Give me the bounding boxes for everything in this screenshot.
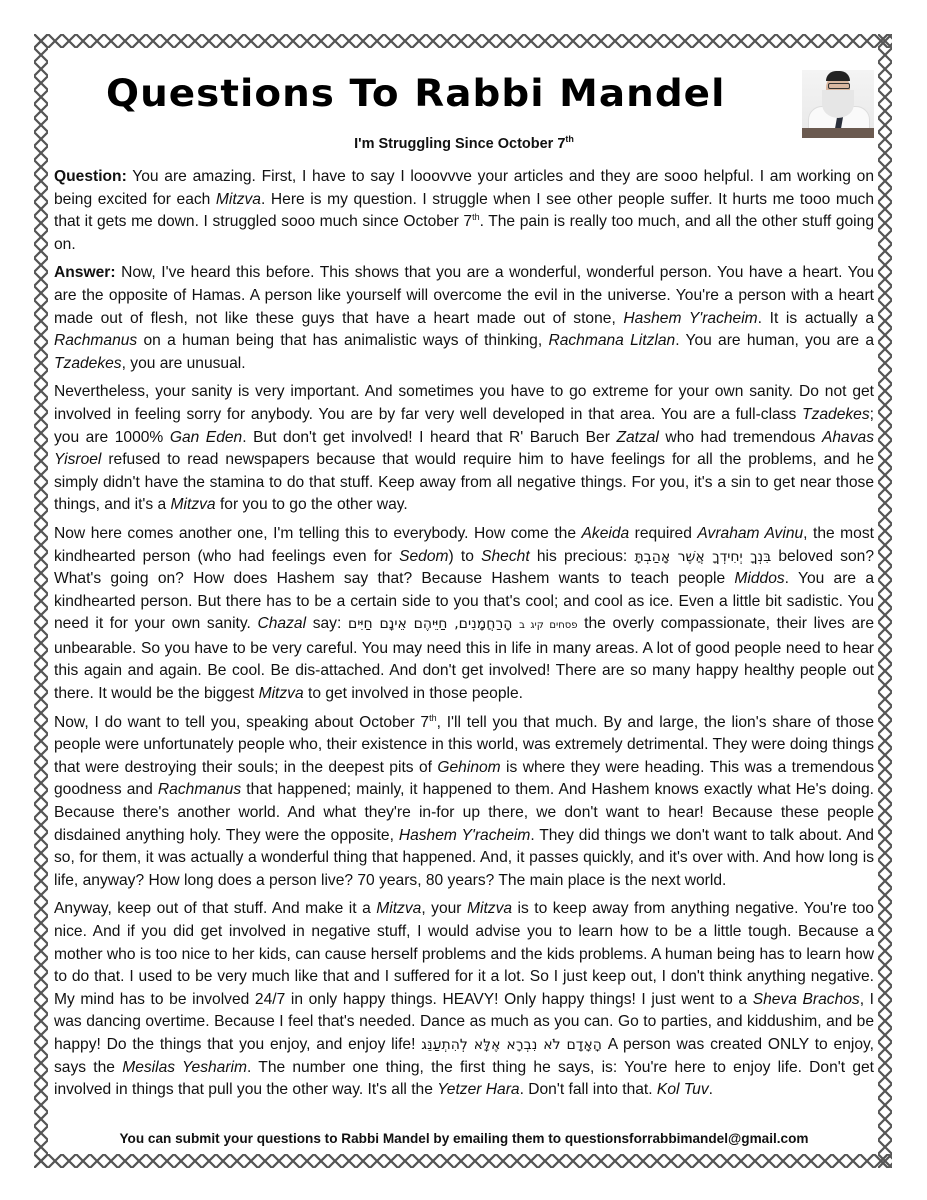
text-run: Nevertheless, your sanity is very important. And sometimes you have to go extreme for your own sanity. Do not get involved in feeling sorry for anybody. You are by far very well developed in that area. You are a full-class [54,383,874,423]
article-subtitle [54,134,874,152]
italic-term: Sedom [399,547,449,565]
italic-term: Middos [734,570,785,588]
italic-term: Hashem Y'racheim [623,309,758,327]
italic-term: Yetzer Hara [437,1081,520,1099]
paragraph-label: Question: [54,168,127,185]
text-run: who had tremendous [658,428,822,446]
italic-term: Tzadekes [802,405,870,423]
x-pattern-border-left [34,34,48,1168]
italic-term: Shecht [481,547,530,565]
italic-term: Mesilas Yesharim [122,1058,248,1076]
italic-term: Tzadekes [54,354,122,372]
italic-term: Mitzva [376,900,422,918]
italic-term: Zatzal [616,428,659,446]
answer-paragraph [54,262,874,375]
ordinal-suffix: th [429,712,437,723]
page-title: Questions To Rabbi Mandel [106,72,726,115]
text-run: . It is actually a [757,309,874,327]
italic-term: Avraham Avinu [697,524,804,542]
italic-term: Ahavas Yisroel [54,428,874,469]
body-paragraph [54,712,874,893]
x-pattern-border-bottom [34,1154,892,1168]
text-run: . The number one thing, the first thing he says, is: You're here to enjoy life. Don't get involved in things that pull you the other way. It's all the [54,1058,874,1099]
text-run: , I'll tell you that much. By and large, the lion's share of those people were unfortunately people who, their existence in this world, was extremely detrimental. They were doing things that were destroying their souls; in the deepest pits of [54,713,874,776]
decorative-page-frame [34,34,892,1168]
page-header [54,52,874,156]
text-run: beloved son? What's going on? How does Hashem say that? Because Hashem wants to teach people [54,547,874,588]
text-run: You are amazing. First, I have to say I looovvve your articles and they are sooo helpful. I am working on being excited for each [54,168,874,208]
question-paragraph [54,166,874,256]
text-run: Now, I do want to tell you, speaking about October 7 [54,713,430,731]
text-run: Anyway, keep out of that stuff. And make it a [54,900,377,918]
italic-term: Akeida [581,524,630,542]
text-run: ; you are 1000% [54,405,874,446]
hebrew-quote: הָאָדָם לֹא נִבְרָא אֶלָּא לְהִתְעַנֵּג [421,1036,602,1053]
text-run: , you are unusual. [121,354,246,372]
subtitle-ordinal: th [565,134,574,144]
footer-text: You can submit your questions to Rabbi Mandel by emailing them to [119,1131,565,1146]
italic-term: Rachmanus [54,332,138,350]
body-paragraph [54,523,874,706]
text-run: . Don't fall into that. [519,1081,657,1099]
text-run: , the most kindhearted person (who had feelings even for [54,524,874,565]
text-run: is to keep away from anything negative. You're too nice. And if you did get involved in negative stuff, I would advise you to learn how to be a little tough. Because a mother who is too nice to her kids, can cause herself problems and the kids problems. A human being has to learn how to do that. I used to be very much like that and I suffered for it a lot. So I just keep out, I don't think anything negative. My mind has to be involved 24/7 in only happy things. HEAVY! Only happy things! I just went to a [54,900,874,1008]
text-run: . The pain is really too much, and all the other stuff going on. [54,213,874,253]
italic-term: Rachmana Litzlan [548,332,676,350]
italic-term: Rachmanus [157,781,242,799]
text-run: . You are a kindhearted person. But there has to be a certain side to you that's cool; and cool as ice. Even a little bit sadistic. You need it for your own sanity. [54,570,875,633]
x-pattern-border-right [878,34,892,1168]
text-run: the overly compassionate, their lives are unbearable. So you have to be very careful. You may need this in life in many areas. A lot of good people need to hear this again and again. Be cool. Be dis-attached. And don't get involved! There are so many happy healthy people out there. It would be the biggest [54,615,875,703]
photo-kippah-shape [826,71,850,81]
italic-term: Mitzva [215,190,261,208]
text-run: refused to read newspapers because that would require him to have feelings for all the problems, and he simply didn't have the stamina to do that stuff. Keep away from all negative things. For you, it's a sin to get near those things, and it's a [54,451,874,514]
text-run: , your [421,900,467,918]
italic-term: Gehinom [437,758,501,776]
footer-email-link[interactable]: questionsforrabbimandel@gmail.com [564,1131,809,1146]
photo-beard-shape [822,90,854,118]
italic-term: Hashem Y'racheim [398,826,531,844]
italic-term: Kol Tuv [656,1081,709,1099]
text-run: that happened; mainly, it happened to them. And Hashem knows exactly what He's doing. Because there's another world. And what they're in-for up there, we don't want to hear! Because these people disdained anything holy. They were the opposite, [54,781,874,844]
text-run: , I was dancing overtime. Because I feel that's needed. Dance as much as you can. Go to parties, and kiddushim, and be happy! Do the things that you enjoy, and enjoy life! [54,990,874,1053]
text-run: . But don't get involved! I heard that R' Baruch Ber [242,428,617,446]
hebrew-citation: פסחים קיג ב [519,620,578,632]
ordinal-suffix: th [472,212,480,222]
article-body [54,166,874,1102]
text-run: for you to go the other way. [215,496,408,514]
rabbi-photo [802,70,874,138]
italic-term: Mitzva [466,900,513,918]
text-run: . [708,1081,713,1099]
text-run: . Here is my question. I struggle when I see other people suffer. It hurts me tooo much that it gets me down. I struggled sooo much since October 7 [54,190,875,231]
hebrew-quote: הָרַחֲמָנִים, חַיֵּיהֶם אֵינָם חַיִּים [347,616,513,633]
text-run: . You are human, you are a [675,332,874,350]
paragraph-label: Answer: [54,264,116,282]
text-run: . They did things we don't want to talk about. And so, for them, it was actually a wonderful thing that happened. And, it passes quickly, and it's over with. And how long is life, anyway? How long does a person live? 70 years, 80 years? The main place is the next world. [54,826,874,889]
italic-term: Mitzva [258,685,304,703]
subtitle-text: I'm Struggling Since October 7 [354,135,566,152]
text-run: is where they were heading. This was a tremendous goodness and [54,758,874,799]
text-run: Now, I've heard this before. This shows that you are a wonderful, wonderful person. You have a heart. You are the opposite of Hamas. A person like yourself will overcome the evil in the universe. You're a person with a heart made out of flesh, not like these guys that have a heart made out of stone, [54,264,874,327]
italic-term: Gan Eden [169,428,243,446]
page-content [54,52,874,1150]
italic-term: Mitzva [170,496,216,514]
italic-term: Sheva Brachos [752,990,860,1008]
x-pattern-border-top [34,34,892,48]
text-run: Now here comes another one, I'm telling this to everybody. How come the [54,524,582,542]
text-run: say: [306,615,348,633]
text-run: A person was created ONLY to enjoy, says the [54,1035,874,1076]
text-run: on a human being that has animalistic ways of thinking, [137,332,549,350]
submission-footer [54,1131,874,1146]
body-paragraph [54,381,874,517]
hebrew-quote: בִּנְךָ יְחִידְךָ אֲשֶׁר אָהַבְתָּ [634,548,772,565]
photo-glasses-shape [828,83,850,89]
italic-term: Chazal [257,615,307,633]
text-run: his precious: [529,547,635,565]
text-run: ) to [448,547,482,565]
text-run: required [629,524,698,542]
body-paragraph [54,898,874,1101]
text-run: to get involved in those people. [303,685,523,703]
